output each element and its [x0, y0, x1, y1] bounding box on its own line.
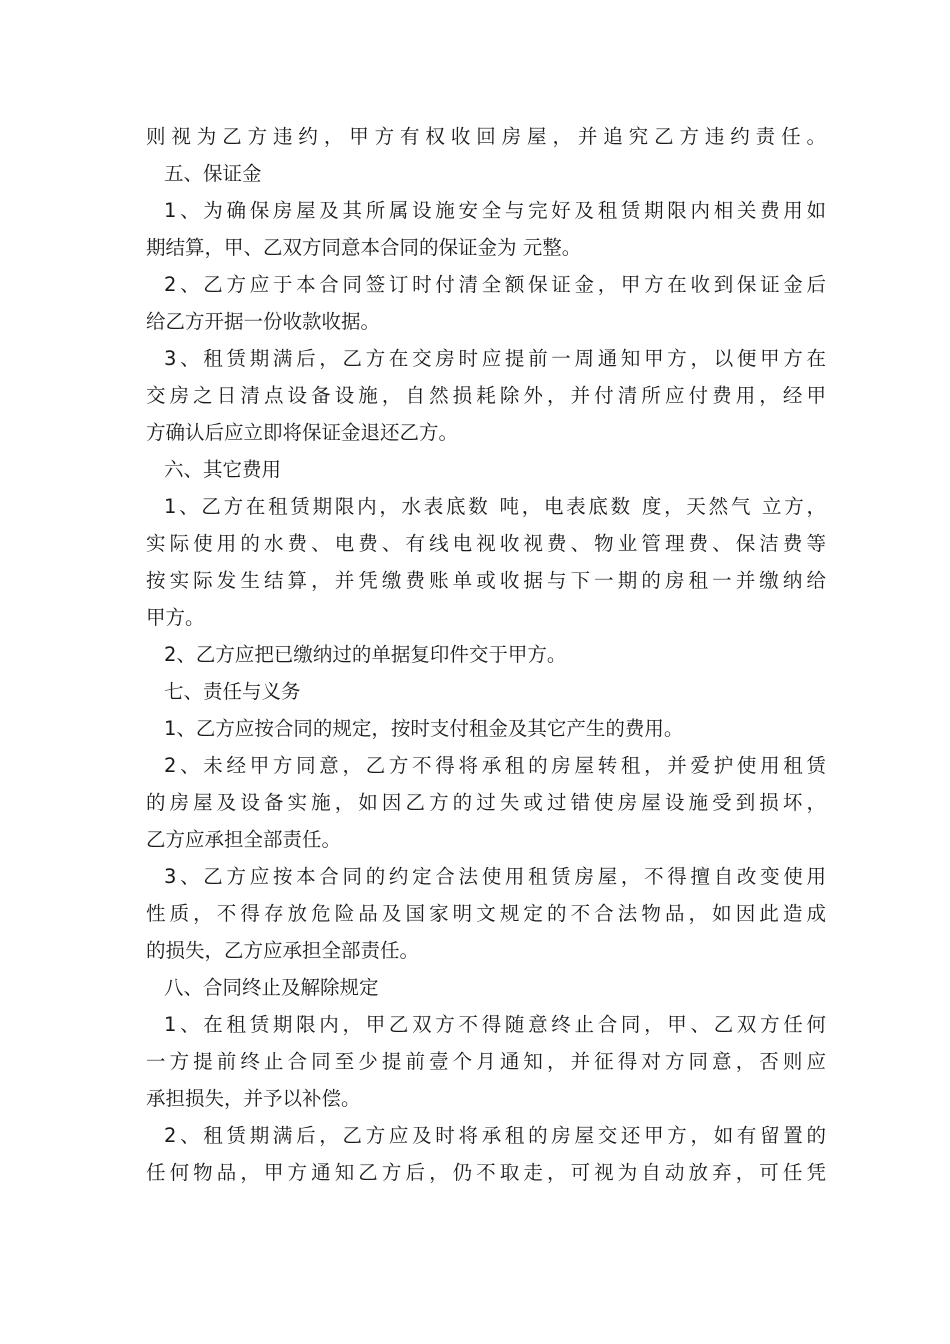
text-line: 3、乙方应按本合同的约定合法使用租赁房屋，不得擅自改变使用 — [164, 865, 826, 888]
text-line: 2、乙方应把已缴纳过的单据复印件交于甲方。 — [164, 643, 567, 666]
text-line: 甲方。 — [146, 606, 205, 629]
document-body — [146, 118, 826, 1191]
text-line: 任何物品，甲方通知乙方后，仍不取走，可视为自动放弃，可任凭 — [146, 1161, 826, 1184]
text-line: 2、未经甲方同意，乙方不得将承租的房屋转租，并爱护使用租赁 — [164, 754, 826, 777]
text-line: 则视为乙方违约，甲方有权收回房屋，并追究乙方违约责任。 — [146, 125, 826, 148]
text-line: 的损失，乙方应承担全部责任。 — [146, 939, 420, 962]
text-line: 性质，不得存放危险品及国家明文规定的不合法物品，如因此造成 — [146, 902, 826, 925]
text-line: 2、乙方应于本合同签订时付清全额保证金，甲方在收到保证金后 — [164, 273, 826, 296]
text-line: 1、乙方应按合同的规定，按时支付租金及其它产生的费用。 — [164, 717, 684, 740]
section-heading-responsibilities: 七、责任与义务 — [164, 680, 301, 703]
text-line: 1、乙方在租赁期限内，水表底数 吨，电表底数 度，天然气 立方， — [164, 495, 826, 518]
section-heading-termination: 八、合同终止及解除规定 — [164, 976, 379, 999]
text-line: 承担损失，并予以补偿。 — [146, 1087, 361, 1110]
text-line: 的房屋及设备实施，如因乙方的过失或过错使房屋设施受到损坏， — [146, 791, 826, 814]
text-line: 交房之日清点设备设施，自然损耗除外，并付清所应付费用，经甲 — [146, 384, 826, 407]
text-line: 1、在租赁期限内，甲乙双方不得随意终止合同，甲、乙双方任何 — [164, 1013, 826, 1036]
section-heading-deposit: 五、保证金 — [164, 162, 262, 185]
text-line: 方确认后应立即将保证金退还乙方。 — [146, 421, 459, 444]
text-line: 按实际发生结算，并凭缴费账单或收据与下一期的房租一并缴纳给 — [146, 569, 826, 592]
text-line: 实际使用的水费、电费、有线电视收视费、物业管理费、保洁费等 — [146, 532, 826, 555]
text-line: 1、为确保房屋及其所属设施安全与完好及租赁期限内相关费用如 — [164, 199, 826, 222]
text-line: 给乙方开据一份收款收据。 — [146, 310, 381, 333]
text-line: 期结算，甲、乙双方同意本合同的保证金为 元整。 — [146, 236, 582, 259]
text-line: 2、租赁期满后，乙方应及时将承租的房屋交还甲方，如有留置的 — [164, 1124, 826, 1147]
text-line: 乙方应承担全部责任。 — [146, 828, 342, 851]
text-line: 一方提前终止合同至少提前壹个月通知，并征得对方同意，否则应 — [146, 1050, 826, 1073]
text-line: 3、租赁期满后，乙方在交房时应提前一周通知甲方，以便甲方在 — [164, 347, 826, 370]
section-heading-other-fees: 六、其它费用 — [164, 458, 282, 481]
